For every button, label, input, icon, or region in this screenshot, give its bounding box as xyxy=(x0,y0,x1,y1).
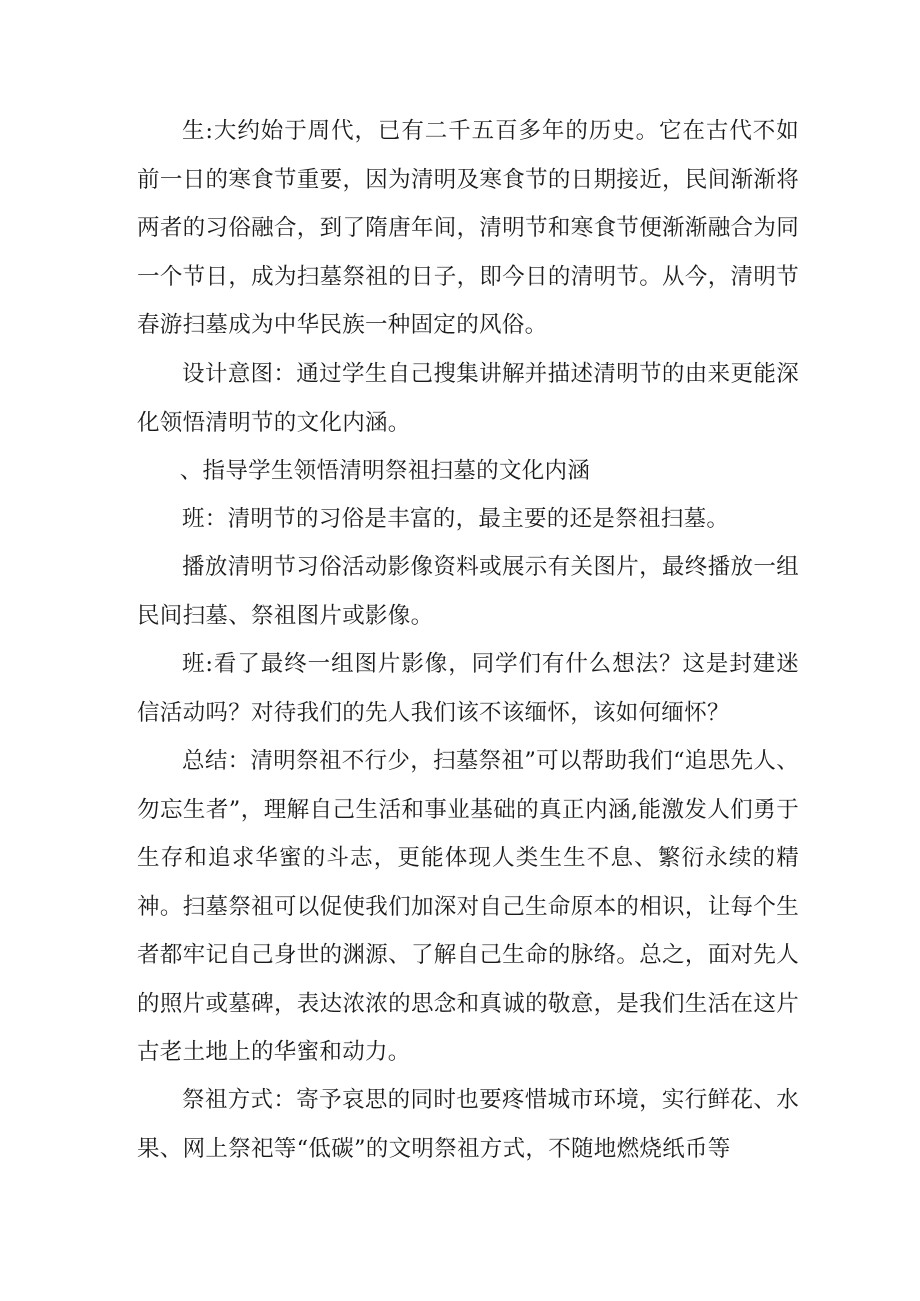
paragraph-summary: 总结：清明祭祖不行少，扫墓祭祖”可以帮助我们“追思先人、勿忘生者”，理解自己生活和事业基础的真正内涵,能激发人们勇于生存和追求华蜜的斗志，更能体现人类生生不息、繁衍永续的精神。扫墓祭祖可以促使我们加深对自己生命原本的相识，让每个生者都牢记自己身世的渊源、了解自己生命的脉络。总之，面对先人的照片或墓碑，表达浓浓的思念和真诚的敬意，是我们生活在这片古老土地上的华蜜和动力。 xyxy=(137,748,799,1065)
paragraph-teacher-customs: 班：清明节的习俗是丰富的，最主要的还是祭祖扫墓。 xyxy=(182,506,730,532)
paragraph-play-media: 播放清明节习俗活动影像资料或展示有关图片，最终播放一组民间扫墓、祭祖图片或影像。 xyxy=(137,554,799,629)
paragraph-history: 生:大约始于周代，已有二千五百多年的历史。它在古代不如前一日的寒食节重要，因为清明及寒食节的日期接近，民间渐渐将两者的习俗融合，到了隋唐年间，清明节和寒食节便渐渐融合为同一个节日，成为扫墓祭祖的日子，即今日的清明节。从今，清明节春游扫墓成为中华民族一种固定的风俗。 xyxy=(137,118,799,338)
section-heading: 、指导学生领悟清明祭祖扫墓的文化内涵 xyxy=(179,458,591,484)
paragraph-design-intent: 设计意图：通过学生自己搜集讲解并描述清明节的由来更能深化领悟清明节的文化内涵。 xyxy=(137,361,799,436)
paragraph-worship-method: 祭祖方式：寄予哀思的同时也要疼惜城市环境，实行鲜花、水果、网上祭祀等“低碳”的文明祭祖方式，不随地燃烧纸币等 xyxy=(137,1087,799,1162)
paragraph-teacher-question: 班:看了最终一组图片影像，同学们有什么想法？这是封建迷信活动吗？对待我们的先人我们该不该缅怀，该如何缅怀？ xyxy=(137,651,799,726)
